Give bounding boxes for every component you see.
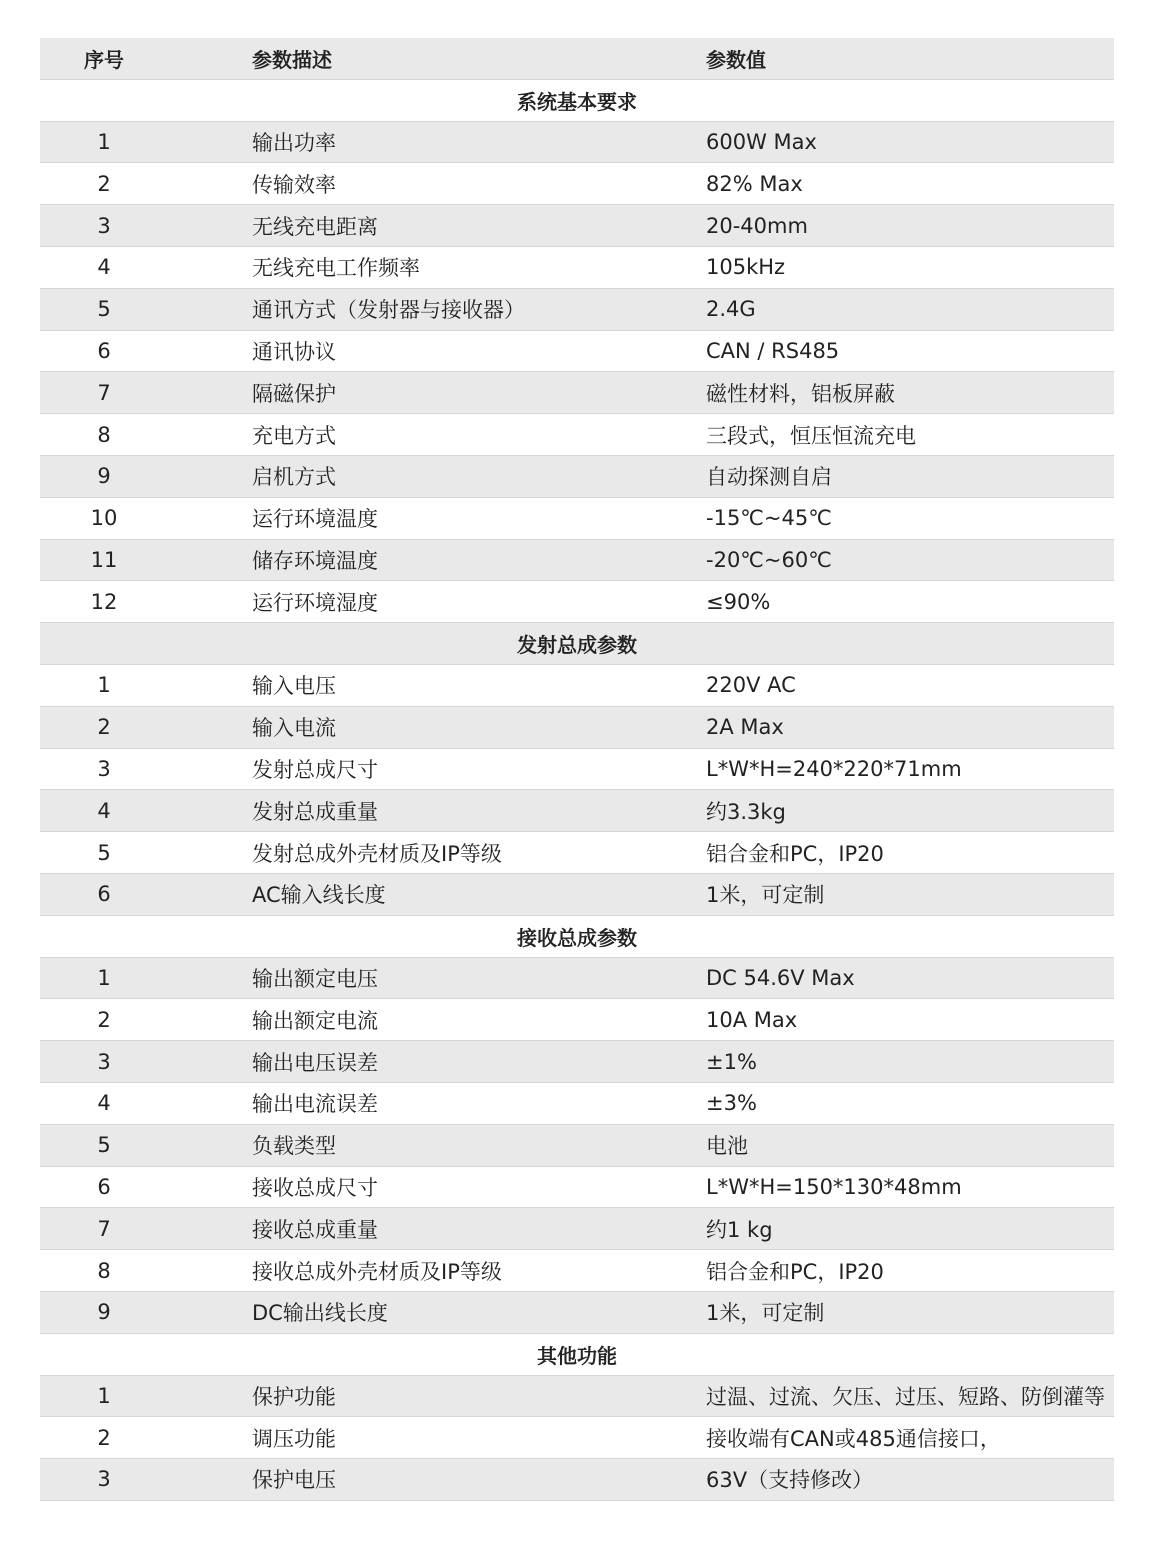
table-row [40,289,1114,331]
table-row [40,331,1114,373]
table-row [40,832,1114,874]
table-row [40,414,1114,456]
row-number: 11 [90,547,118,572]
row-number: 3 [97,756,111,781]
row-value: 接收端有CAN或485通信接口， [706,1426,1001,1451]
row-value: 电池 [706,1134,748,1159]
table-row [40,1167,1114,1209]
table-row [40,665,1114,707]
row-value: 2A Max [706,715,784,740]
row-value: 2.4G [706,297,756,322]
row-number: 8 [97,422,111,447]
row-value: ±1% [706,1049,757,1074]
row-number: 1 [97,129,111,154]
row-number: 4 [97,255,111,280]
section-title: 系统基本要求 [517,89,637,114]
row-number: 6 [97,882,111,907]
row-value: ±3% [706,1091,757,1116]
row-number: 1 [97,673,111,698]
row-number: 2 [97,1007,111,1032]
table-header [40,38,1114,80]
row-value: -15℃~45℃ [706,506,832,531]
row-value: L*W*H=240*220*71mm [706,756,962,781]
row-description: 输出电流误差 [252,1092,378,1117]
section-title: 其他功能 [537,1343,617,1368]
row-description: 传输效率 [252,172,336,197]
row-description: 无线充电距离 [252,214,378,239]
row-value: 铝合金和PC，IP20 [706,841,884,866]
header-value: 参数值 [706,47,766,72]
table-row [40,163,1114,205]
row-description: 输入电压 [252,674,336,699]
table-row [40,1459,1114,1501]
row-number: 6 [97,1174,111,1199]
table-row [40,958,1114,1000]
row-value: ≤90% [706,589,771,614]
table-row [40,874,1114,916]
header-no: 序号 [84,47,124,72]
row-value: 1米，可定制 [706,883,825,908]
row-number: 3 [97,1049,111,1074]
row-number: 9 [97,1300,111,1325]
row-value: 600W Max [706,129,817,154]
table-row [40,749,1114,791]
row-number: 2 [97,171,111,196]
row-number: 3 [97,1467,111,1492]
table-row [40,247,1114,289]
row-number: 7 [97,380,111,405]
table-row [40,498,1114,540]
row-number: 3 [97,213,111,238]
row-number: 6 [97,338,111,363]
table-row [40,1208,1114,1250]
section-header-row [40,80,1114,122]
row-description: 发射总成尺寸 [252,757,378,782]
row-description: 发射总成重量 [252,799,378,824]
row-value: 220V AC [706,673,796,698]
row-number: 2 [97,715,111,740]
row-value: 约3.3kg [706,799,786,824]
table-row [40,1083,1114,1125]
row-value: 10A Max [706,1007,798,1032]
row-description: 隔磁保护 [252,381,336,406]
table-row [40,122,1114,164]
table-row [40,790,1114,832]
table-row [40,540,1114,582]
row-value: L*W*H=150*130*48mm [706,1174,962,1199]
row-number: 7 [97,1216,111,1241]
row-value: CAN / RS485 [706,338,840,363]
row-description: 负载类型 [252,1134,336,1159]
row-number: 4 [97,798,111,823]
table-row [40,581,1114,623]
table-row [40,1250,1114,1292]
row-description: 无线充电工作频率 [252,256,420,281]
row-number: 5 [97,1133,111,1158]
row-number: 10 [90,506,118,531]
row-description: 保护电压 [252,1468,336,1493]
row-description: 运行环境温度 [252,507,378,532]
table-row [40,1125,1114,1167]
row-description: 输出额定电流 [252,1008,378,1033]
row-description: 储存环境温度 [252,548,378,573]
section-title: 发射总成参数 [517,633,637,658]
table-row [40,205,1114,247]
section-header-row [40,623,1114,665]
row-number: 2 [97,1425,111,1450]
header-desc: 参数描述 [252,47,332,72]
row-value: 1米，可定制 [706,1301,825,1326]
row-number: 8 [97,1258,111,1283]
table-row [40,1417,1114,1459]
row-description: 输入电流 [252,716,336,741]
table-row [40,456,1114,498]
section-title: 接收总成参数 [517,925,637,950]
row-description: 输出功率 [252,130,336,155]
row-value: DC 54.6V Max [706,965,855,990]
row-description: 输出额定电压 [252,966,378,991]
table-row [40,1376,1114,1418]
row-number: 1 [97,1383,111,1408]
row-description: 发射总成外壳材质及IP等级 [252,841,502,866]
section-header-row [40,916,1114,958]
row-description: 通讯方式（发射器与接收器） [252,298,525,323]
row-value: 自动探测自启 [706,465,832,490]
row-number: 4 [97,1091,111,1116]
row-description: 启机方式 [252,465,336,490]
table-row [40,999,1114,1041]
table-row [40,1041,1114,1083]
row-description: 输出电压误差 [252,1050,378,1075]
table-row [40,1292,1114,1334]
row-value: 82% Max [706,171,803,196]
row-description: DC输出线长度 [252,1301,388,1326]
row-value: 63V（支持修改） [706,1468,874,1493]
row-value: 约1 kg [706,1217,773,1242]
row-value: -20℃~60℃ [706,547,832,572]
row-description: 通讯协议 [252,339,336,364]
table-row [40,372,1114,414]
row-number: 5 [97,297,111,322]
row-description: AC输入线长度 [252,883,386,908]
table-row [40,707,1114,749]
row-description: 接收总成外壳材质及IP等级 [252,1259,502,1284]
row-number: 9 [97,464,111,489]
row-description: 接收总成尺寸 [252,1175,378,1200]
row-value: 105kHz [706,255,786,280]
row-value: 20-40mm [706,213,808,238]
row-value: 过温、过流、欠压、过压、短路、防倒灌等 [706,1384,1105,1409]
row-description: 接收总成重量 [252,1217,378,1242]
section-header-row [40,1334,1114,1376]
row-description: 保护功能 [252,1384,336,1409]
spec-table [40,38,1114,1501]
row-description: 运行环境湿度 [252,590,378,615]
row-value: 铝合金和PC，IP20 [706,1259,884,1284]
row-description: 充电方式 [252,423,336,448]
row-description: 调压功能 [252,1426,336,1451]
row-value: 磁性材料，铝板屏蔽 [706,381,895,406]
row-value: 三段式，恒压恒流充电 [706,423,916,448]
row-number: 1 [97,965,111,990]
table-body [40,80,1114,1501]
row-number: 12 [90,589,118,614]
row-number: 5 [97,840,111,865]
